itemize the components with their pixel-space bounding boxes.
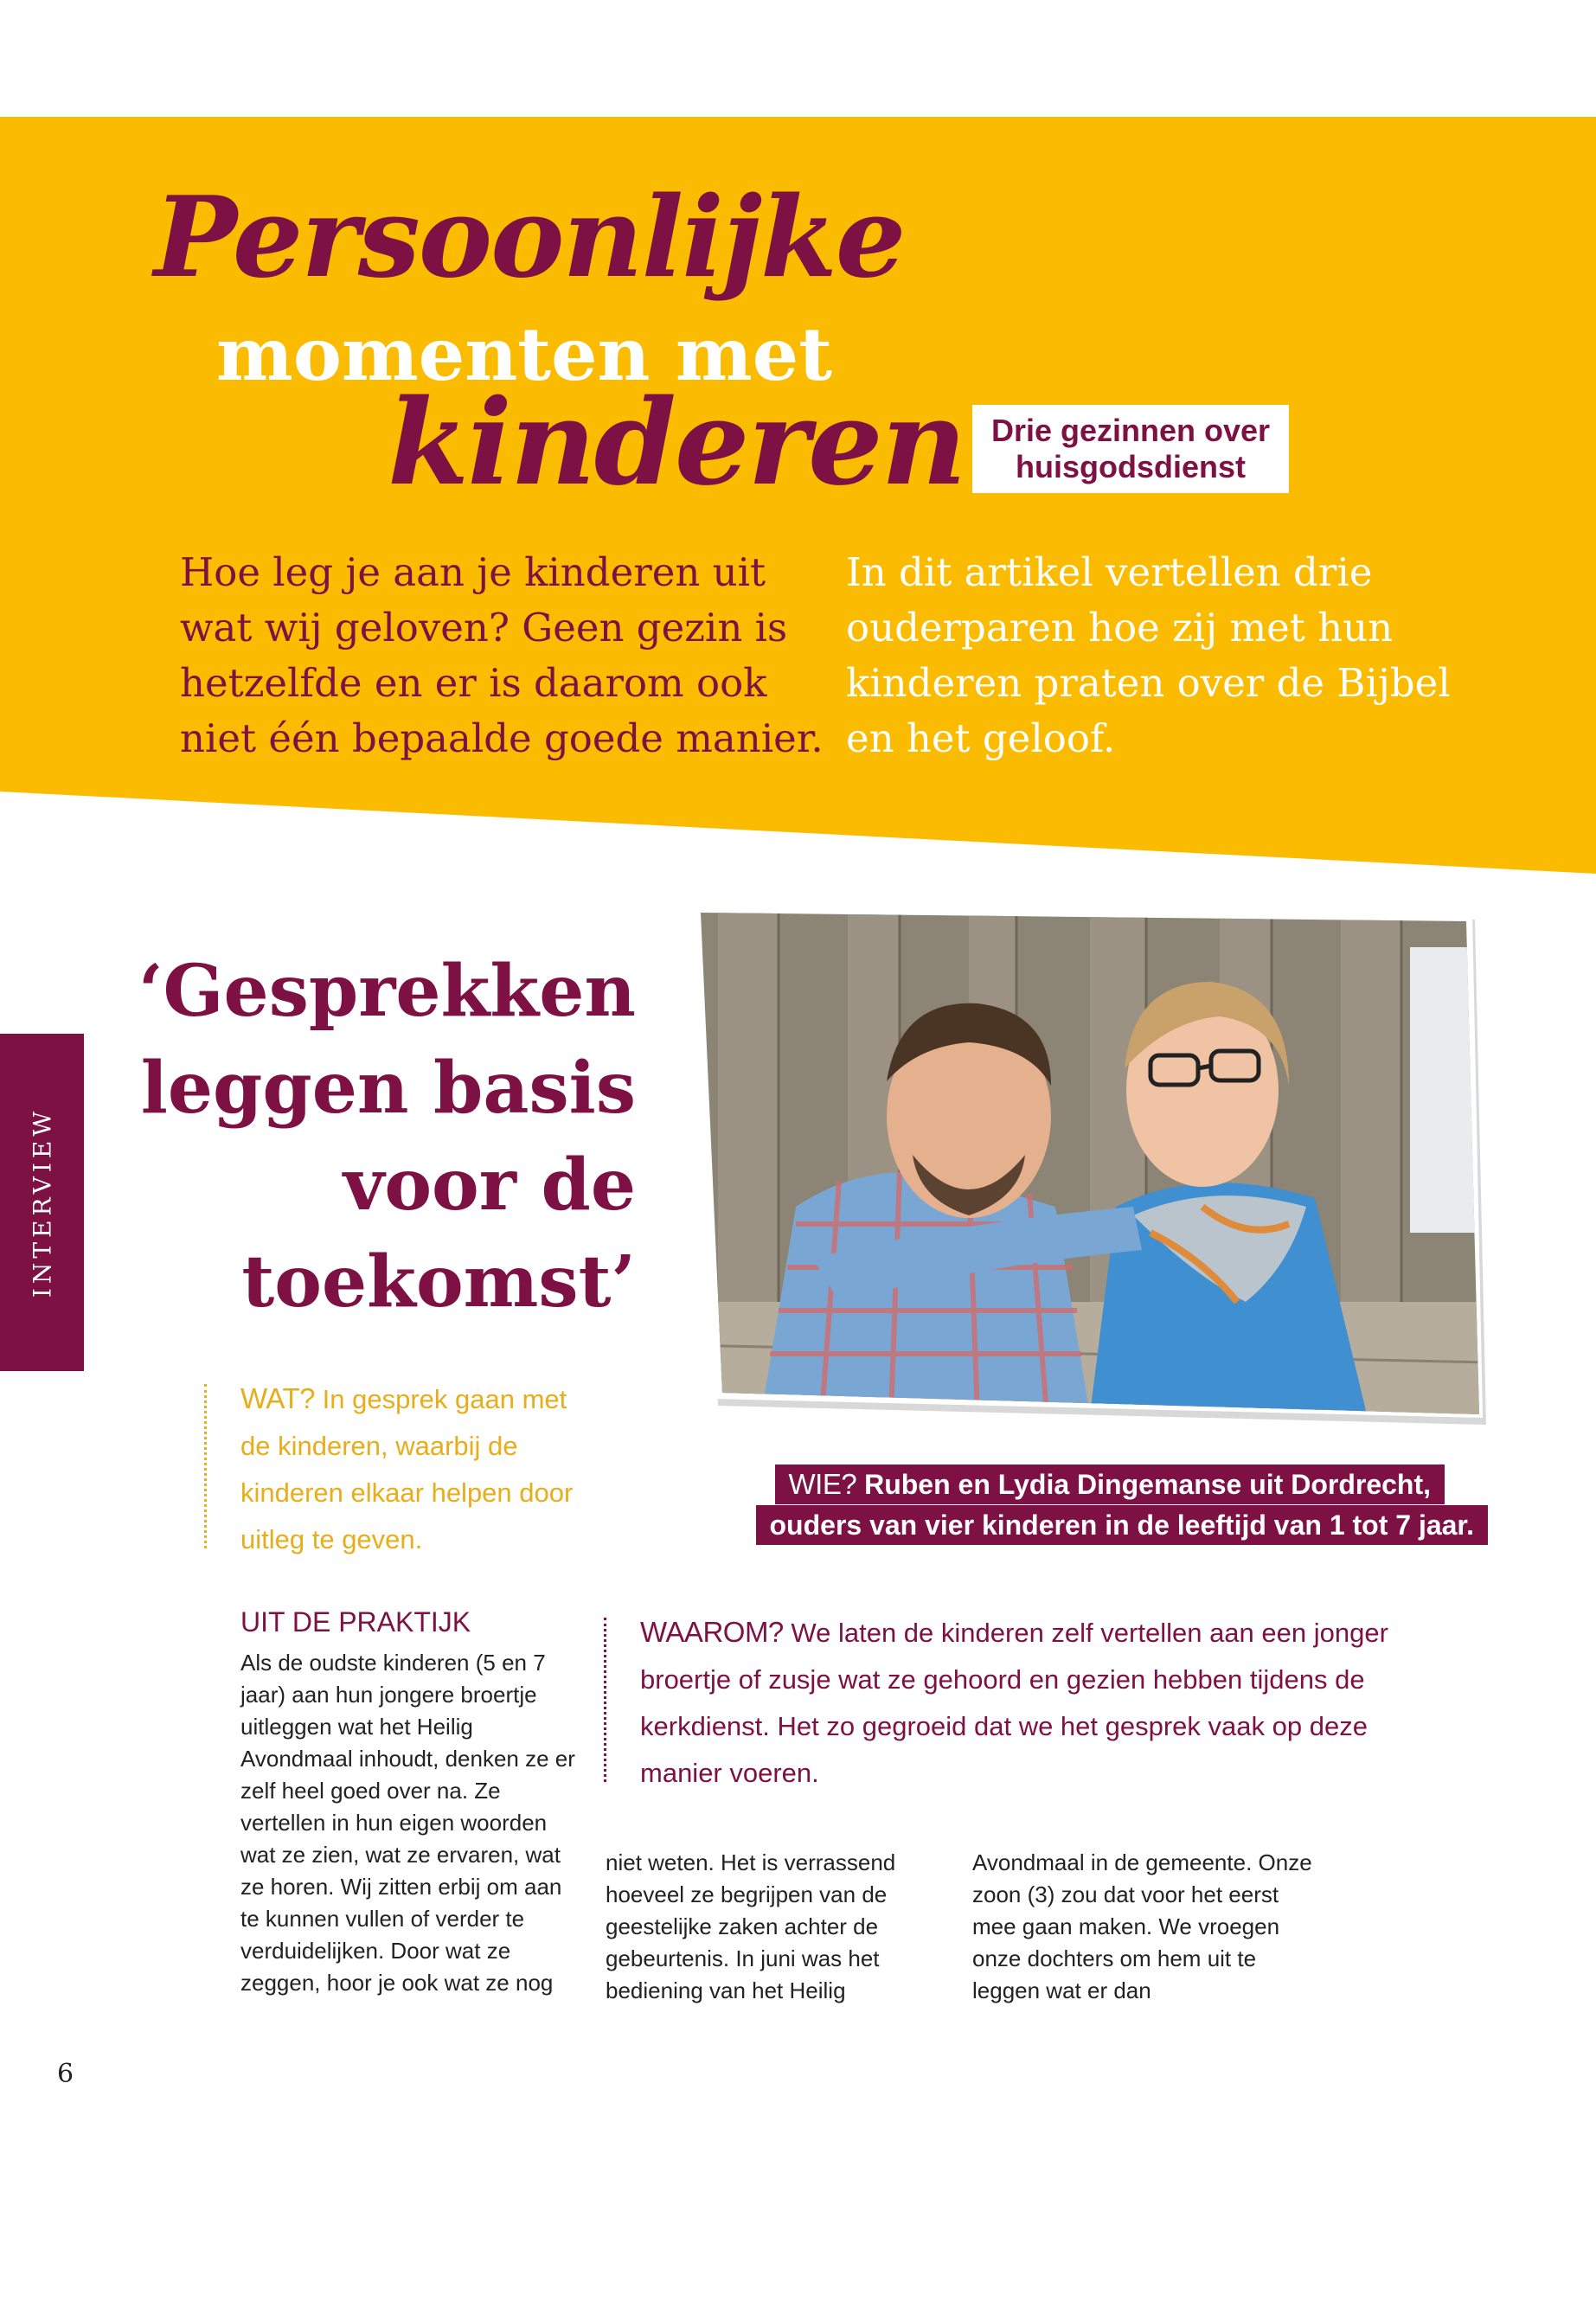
wie-line-2-box [756,1505,1489,1545]
wie-line-2: ouders van vier kinderen in de leeftijd van 1 tot 7 jaar. [769,1509,1474,1541]
waarom-block [640,1609,1401,1797]
wat-label: WAT? [240,1382,315,1414]
wat-text: In gesprek gaan met de kinderen, waarbij de kinderen elkaar helpen door uitleg te geven. [240,1384,574,1554]
tagline-line-1: Drie gezinnen over [990,413,1271,448]
page-number: 6 [57,2059,74,2089]
wat-divider [204,1384,207,1548]
body-column-1: Als de oudste kinderen (5 en 7 jaar) aan hun jongere broertje uitleggen wat het Heilig Avondmaal inhoudt, denken ze er zelf heel goed over na. Ze vertellen in hun eigen woorden wat ze zien, wat ze ervaren, wat ze horen. Wij zitten erbij om aan te kunnen vullen of verder te verduidelijken. Door wat ze zeggen, hoor je ook wat ze nog [240,1650,575,1996]
title-line-2: momenten met [216,311,832,397]
quote-line-4: toekomst’ [241,1240,636,1324]
quote-line-1: ‘Gesprekken [138,950,636,1033]
couple-photo [683,895,1488,1432]
quote-line-3: voor de [343,1144,636,1227]
section-tab [0,1034,84,1371]
intro-left: Hoe leg je aan je kinderen uit wat wij geloven? Geen gezin is hetzelfde en er is daarom ook niet één bepaalde goede manier. [180,549,824,761]
waarom-label: WAAROM? [640,1616,784,1648]
title-line-1: Persoonlijke [154,173,905,303]
pull-quote [99,943,636,1330]
wie-label: WIE? [788,1468,857,1500]
intro-right: In dit artikel vertellen drie ouderparen hoe zij met hun kinderen praten over de Bijbel en het geloof. [846,549,1451,761]
body-column-2: niet weten. Het is verrassend hoeveel ze begrijpen van de geestelijke zaken achter de gebeurtenis. In juni was het bediening van het Heilig [606,1849,896,2003]
section-subhead: UIT DE PRAKTIJK [240,1606,471,1638]
title-line-3: kinderen [388,374,965,512]
tagline-line-2: huisgodsdienst [1015,449,1246,484]
waarom-divider [604,1618,606,1782]
wie-line-1-box [775,1465,1445,1504]
section-tab-label: INTERVIEW [28,1106,56,1298]
tagline-box [972,405,1289,493]
waarom-text: We laten de kinderen zelf vertellen aan een jonger broertje of zusje wat ze gehoord en gezien hebben tijdens de kerkdienst. Het zo gegroeid dat we het gesprek vaak op deze manier voeren. [640,1618,1388,1788]
quote-line-2: leggen basis [140,1047,636,1130]
wat-block [240,1375,604,1563]
wie-line-1: Ruben en Lydia Dingemanse uit Dordrecht, [864,1469,1431,1500]
body-column-3: Avondmaal in de gemeente. Onze zoon (3) zou dat voor het eerst mee gaan maken. We vroegen onze dochters om hem uit te leggen wat er dan [972,1849,1312,2003]
